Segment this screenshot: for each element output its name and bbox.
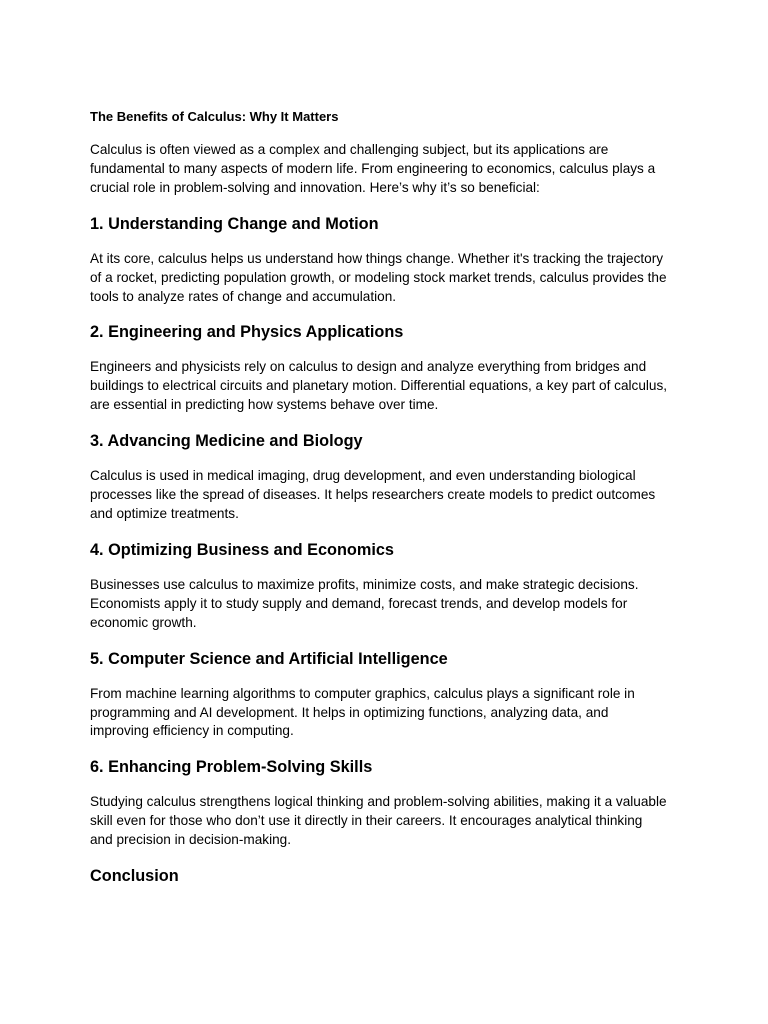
section-understanding-change xyxy=(90,214,690,307)
intro-paragraph: Calculus is often viewed as a complex and challenging subject, but its applications are fundamental to many aspects of modern life. From engineering to economics, calculus plays a crucial role in problem-solving and innovation. Here’s why it’s so beneficial: xyxy=(90,142,656,195)
section-heading: 5. Computer Science and Artificial Intelligence xyxy=(90,649,448,668)
section-paragraph: Engineers and physicists rely on calculus to design and analyze everything from bridges and buildings to electrical circuits and planetary motion. Differential equations, a key part of calculus, are essential in predicting how systems behave over time. xyxy=(90,359,668,413)
section-paragraph: Studying calculus strengthens logical thinking and problem-solving abilities, making it a valuable skill even for those who don’t use it directly in their careers. It encourages analytical thinking and precision in decision-making. xyxy=(90,794,667,848)
section-medicine-biology xyxy=(90,431,690,524)
section-heading: 6. Enhancing Problem-Solving Skills xyxy=(90,758,373,777)
section-heading: 4. Optimizing Business and Economics xyxy=(90,540,394,559)
section-engineering-physics xyxy=(90,322,690,415)
section-paragraph: From machine learning algorithms to computer graphics, calculus plays a significant role in programming and AI development. It helps in optimizing functions, analyzing data, and improving efficiency in computing. xyxy=(90,685,635,739)
section-heading: 1. Understanding Change and Motion xyxy=(90,214,379,233)
section-conclusion xyxy=(90,866,690,886)
document-title: The Benefits of Calculus: Why It Matters xyxy=(90,109,339,124)
section-computer-science-ai xyxy=(90,649,690,742)
section-heading: 3. Advancing Medicine and Biology xyxy=(90,432,363,451)
document-content xyxy=(90,108,690,902)
section-paragraph: Calculus is used in medical imaging, drug development, and even understanding biological processes like the spread of diseases. It helps researchers create models to predict outcomes and optimize treatments. xyxy=(90,468,656,521)
section-heading: Conclusion xyxy=(90,867,179,886)
section-problem-solving xyxy=(90,757,690,850)
section-paragraph: At its core, calculus helps us understand how things change. Whether it's tracking the trajectory of a rocket, predicting population growth, or modeling stock market trends, calculus provides the tools to analyze rates of change and accumulation. xyxy=(90,250,667,304)
section-business-economics xyxy=(90,540,690,633)
section-paragraph: Businesses use calculus to maximize profits, minimize costs, and make strategic decisions. Economists apply it to study supply and demand, forecast trends, and develop models for economic growth. xyxy=(90,576,639,630)
section-heading: 2. Engineering and Physics Applications xyxy=(90,323,404,342)
